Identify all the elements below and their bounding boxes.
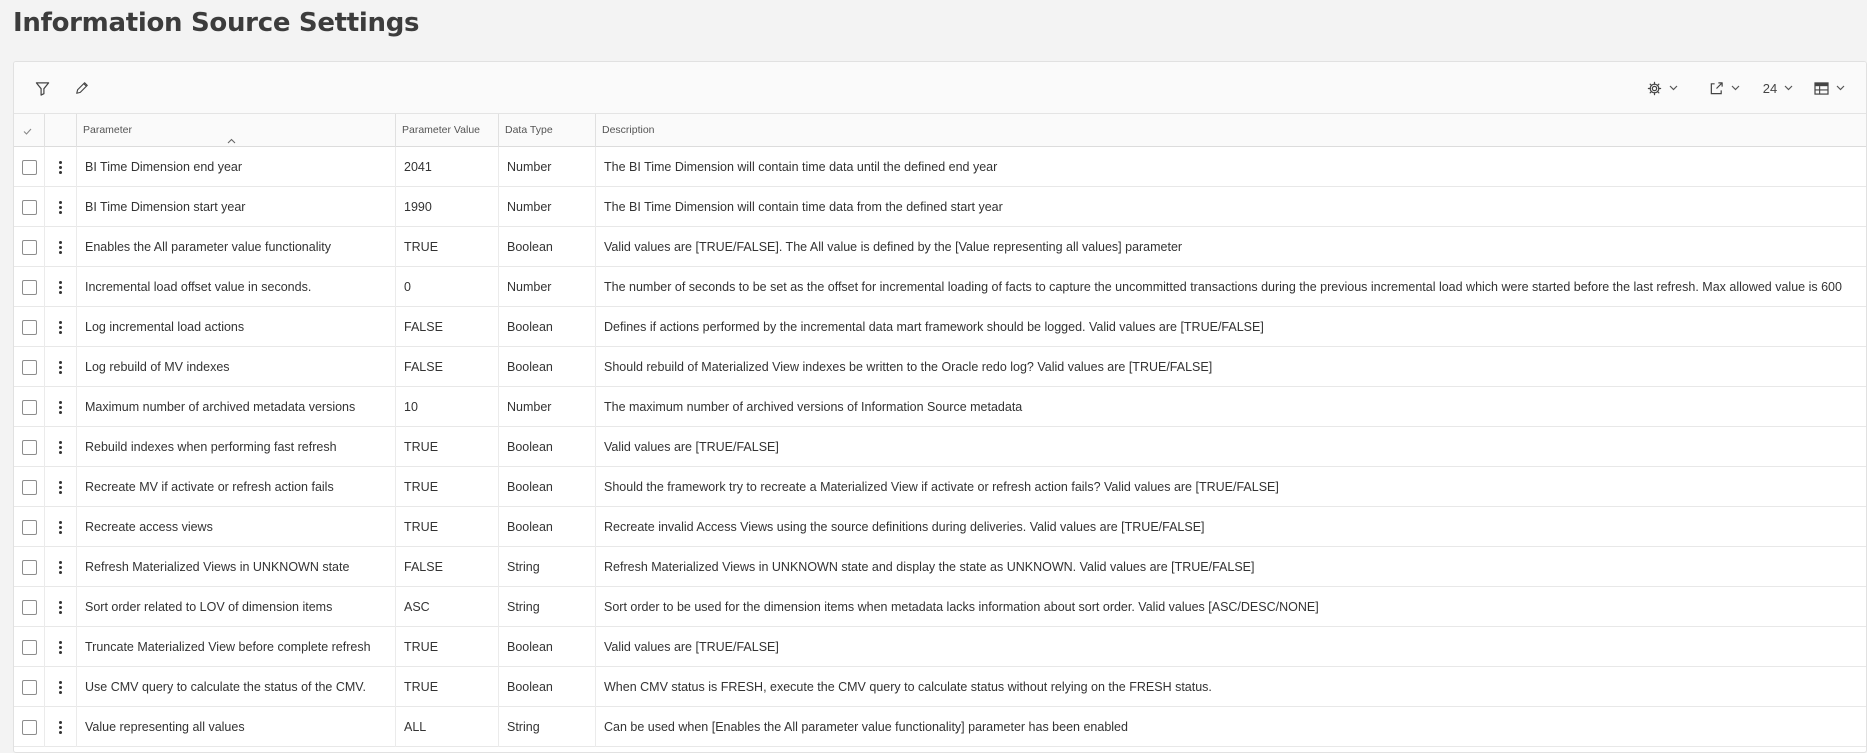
value-cell: 1990 bbox=[396, 187, 499, 227]
table-row[interactable] bbox=[14, 627, 1866, 667]
description-cell: Valid values are [TRUE/FALSE]. The All value is defined by the [Value representing all values] parameter bbox=[604, 240, 1183, 254]
row-checkbox[interactable] bbox=[22, 680, 37, 695]
chevron-down-icon bbox=[1731, 85, 1740, 91]
row-checkbox[interactable] bbox=[22, 280, 37, 295]
value-cell: FALSE bbox=[396, 347, 499, 387]
type-cell: Number bbox=[499, 187, 596, 227]
row-menu-icon[interactable] bbox=[55, 321, 67, 334]
export-icon bbox=[1709, 81, 1724, 96]
settings-grid-panel bbox=[13, 61, 1867, 753]
type-cell: String bbox=[499, 547, 596, 587]
table-row[interactable] bbox=[14, 387, 1866, 427]
description-cell: When CMV status is FRESH, execute the CMV query to calculate status without relying on the FRESH status. bbox=[604, 680, 1212, 694]
row-checkbox[interactable] bbox=[22, 400, 37, 415]
row-menu-icon[interactable] bbox=[55, 641, 67, 654]
table-row[interactable] bbox=[14, 147, 1866, 187]
description-cell: The BI Time Dimension will contain time data until the defined end year bbox=[604, 160, 998, 174]
row-checkbox[interactable] bbox=[22, 240, 37, 255]
type-cell: String bbox=[499, 707, 596, 747]
column-header-label: Parameter Value bbox=[402, 124, 481, 136]
row-checkbox[interactable] bbox=[22, 360, 37, 375]
table-view-icon bbox=[1814, 82, 1829, 95]
row-menu-icon[interactable] bbox=[55, 201, 67, 214]
row-checkbox[interactable] bbox=[22, 480, 37, 495]
value-cell: TRUE bbox=[396, 467, 499, 507]
row-checkbox[interactable] bbox=[22, 160, 37, 175]
type-cell: Boolean bbox=[499, 627, 596, 667]
parameter-cell: Maximum number of archived metadata versions bbox=[77, 387, 396, 427]
description-cell: Refresh Materialized Views in UNKNOWN state and display the state as UNKNOWN. Valid values are [TRUE/FALSE] bbox=[604, 560, 1255, 574]
parameter-cell: Log rebuild of MV indexes bbox=[77, 347, 396, 387]
parameter-cell: Incremental load offset value in seconds. bbox=[77, 267, 396, 307]
table-row[interactable] bbox=[14, 267, 1866, 307]
parameter-cell: Rebuild indexes when performing fast refresh bbox=[77, 427, 396, 467]
type-cell: String bbox=[499, 587, 596, 627]
value-cell: FALSE bbox=[396, 547, 499, 587]
value-cell: 10 bbox=[396, 387, 499, 427]
description-cell: Recreate invalid Access Views using the source definitions during deliveries. Valid values are [TRUE/FALSE] bbox=[604, 520, 1205, 534]
description-cell: Defines if actions performed by the incremental data mart framework should be logged. Valid values are [TRUE/FALSE] bbox=[604, 320, 1264, 334]
row-checkbox[interactable] bbox=[22, 560, 37, 575]
check-icon bbox=[23, 126, 32, 138]
parameter-cell: BI Time Dimension start year bbox=[77, 187, 396, 227]
edit-icon bbox=[75, 81, 89, 95]
value-cell: FALSE bbox=[396, 307, 499, 347]
type-cell: Number bbox=[499, 147, 596, 187]
parameter-cell: BI Time Dimension end year bbox=[77, 147, 396, 187]
parameter-cell: Recreate access views bbox=[77, 507, 396, 547]
row-menu-icon[interactable] bbox=[55, 721, 67, 734]
settings-menu-button[interactable] bbox=[1640, 62, 1684, 114]
row-menu-icon[interactable] bbox=[55, 241, 67, 254]
table-row[interactable] bbox=[14, 227, 1866, 267]
table-row[interactable] bbox=[14, 547, 1866, 587]
description-cell: Valid values are [TRUE/FALSE] bbox=[604, 440, 779, 454]
column-header-parameter-value[interactable] bbox=[396, 114, 499, 147]
description-cell: The BI Time Dimension will contain time data from the defined start year bbox=[604, 200, 1003, 214]
select-all-checkbox[interactable] bbox=[14, 114, 45, 147]
column-header-label: Data Type bbox=[505, 124, 553, 136]
value-cell: TRUE bbox=[396, 427, 499, 467]
type-cell: Number bbox=[499, 267, 596, 307]
description-cell: Can be used when [Enables the All parameter value functionality] parameter has been enabled bbox=[604, 720, 1128, 734]
row-menu-icon[interactable] bbox=[55, 441, 67, 454]
type-cell: Boolean bbox=[499, 667, 596, 707]
row-menu-icon[interactable] bbox=[55, 281, 67, 294]
value-cell: 2041 bbox=[396, 147, 499, 187]
header-actions-cell bbox=[45, 114, 77, 147]
parameter-cell: Use CMV query to calculate the status of the CMV. bbox=[77, 667, 396, 707]
description-cell: The number of seconds to be set as the offset for incremental loading of facts to capture the uncommitted transactions during the previous incremental load which were started before the last refresh. Max allowed value is 600 bbox=[604, 280, 1842, 294]
page-title: Information Source Settings bbox=[13, 8, 420, 38]
settings-icon bbox=[1647, 81, 1662, 96]
value-cell: TRUE bbox=[396, 507, 499, 547]
grid-body bbox=[14, 147, 1866, 747]
type-cell: Boolean bbox=[499, 427, 596, 467]
type-cell: Boolean bbox=[499, 347, 596, 387]
row-menu-icon[interactable] bbox=[55, 401, 67, 414]
type-cell: Boolean bbox=[499, 307, 596, 347]
row-menu-icon[interactable] bbox=[55, 561, 67, 574]
row-menu-icon[interactable] bbox=[55, 521, 67, 534]
table-row[interactable] bbox=[14, 707, 1866, 747]
type-cell: Number bbox=[499, 387, 596, 427]
description-cell: Sort order to be used for the dimension items when metadata lacks information about sort order. Valid values [ASC/DESC/NONE] bbox=[604, 600, 1319, 614]
row-checkbox[interactable] bbox=[22, 640, 37, 655]
row-menu-icon[interactable] bbox=[55, 601, 67, 614]
row-checkbox[interactable] bbox=[22, 520, 37, 535]
parameter-cell: Log incremental load actions bbox=[77, 307, 396, 347]
page-size-value: 24 bbox=[1762, 80, 1778, 96]
description-cell: Valid values are [TRUE/FALSE] bbox=[604, 640, 779, 654]
chevron-down-icon bbox=[1836, 85, 1845, 91]
table-row[interactable] bbox=[14, 667, 1866, 707]
grid-toolbar bbox=[14, 62, 1866, 114]
grid-header bbox=[14, 114, 1866, 147]
table-row[interactable] bbox=[14, 467, 1866, 507]
description-cell: The maximum number of archived versions of Information Source metadata bbox=[604, 400, 1023, 414]
row-menu-icon[interactable] bbox=[55, 481, 67, 494]
table-row[interactable] bbox=[14, 587, 1866, 627]
table-row[interactable] bbox=[14, 347, 1866, 387]
row-checkbox[interactable] bbox=[22, 320, 37, 335]
table-row[interactable] bbox=[14, 307, 1866, 347]
value-cell: 0 bbox=[396, 267, 499, 307]
value-cell: TRUE bbox=[396, 667, 499, 707]
export-menu-button[interactable] bbox=[1702, 62, 1746, 114]
table-row[interactable] bbox=[14, 187, 1866, 227]
chevron-down-icon bbox=[1784, 85, 1793, 91]
type-cell: Boolean bbox=[499, 467, 596, 507]
sort-ascending-icon bbox=[227, 135, 236, 147]
type-cell: Boolean bbox=[499, 507, 596, 547]
value-cell: TRUE bbox=[396, 227, 499, 267]
table-view-button[interactable] bbox=[1807, 62, 1851, 114]
description-cell: Should the framework try to recreate a Materialized View if activate or refresh action fails? Valid values are [TRUE/FALSE] bbox=[604, 480, 1279, 494]
column-header-label: Parameter bbox=[83, 124, 133, 136]
value-cell: TRUE bbox=[396, 627, 499, 667]
column-header-parameter[interactable] bbox=[77, 114, 396, 147]
filter-button[interactable] bbox=[24, 62, 60, 114]
table-row[interactable] bbox=[14, 507, 1866, 547]
parameter-cell: Truncate Materialized View before complete refresh bbox=[77, 627, 396, 667]
parameter-cell: Value representing all values bbox=[77, 707, 396, 747]
row-checkbox[interactable] bbox=[22, 720, 37, 735]
edit-button[interactable] bbox=[64, 62, 100, 114]
parameter-cell: Enables the All parameter value functionality bbox=[77, 227, 396, 267]
column-header-description[interactable] bbox=[596, 114, 1867, 147]
parameter-cell: Sort order related to LOV of dimension items bbox=[77, 587, 396, 627]
row-checkbox[interactable] bbox=[22, 200, 37, 215]
type-cell: Boolean bbox=[499, 227, 596, 267]
page-size-selector[interactable] bbox=[1755, 62, 1801, 114]
row-checkbox[interactable] bbox=[22, 600, 37, 615]
parameter-cell: Recreate MV if activate or refresh action fails bbox=[77, 467, 396, 507]
value-cell: ALL bbox=[396, 707, 499, 747]
row-menu-icon[interactable] bbox=[55, 161, 67, 174]
column-header-data-type[interactable] bbox=[499, 114, 596, 147]
column-header-label: Description bbox=[602, 124, 655, 136]
value-cell: ASC bbox=[396, 587, 499, 627]
row-checkbox[interactable] bbox=[22, 440, 37, 455]
table-row[interactable] bbox=[14, 427, 1866, 467]
parameter-cell: Refresh Materialized Views in UNKNOWN state bbox=[77, 547, 396, 587]
chevron-down-icon bbox=[1669, 85, 1678, 91]
row-menu-icon[interactable] bbox=[55, 361, 67, 374]
filter-icon bbox=[35, 81, 50, 96]
row-menu-icon[interactable] bbox=[55, 681, 67, 694]
description-cell: Should rebuild of Materialized View indexes be written to the Oracle redo log? Valid values are [TRUE/FALSE] bbox=[604, 360, 1213, 374]
